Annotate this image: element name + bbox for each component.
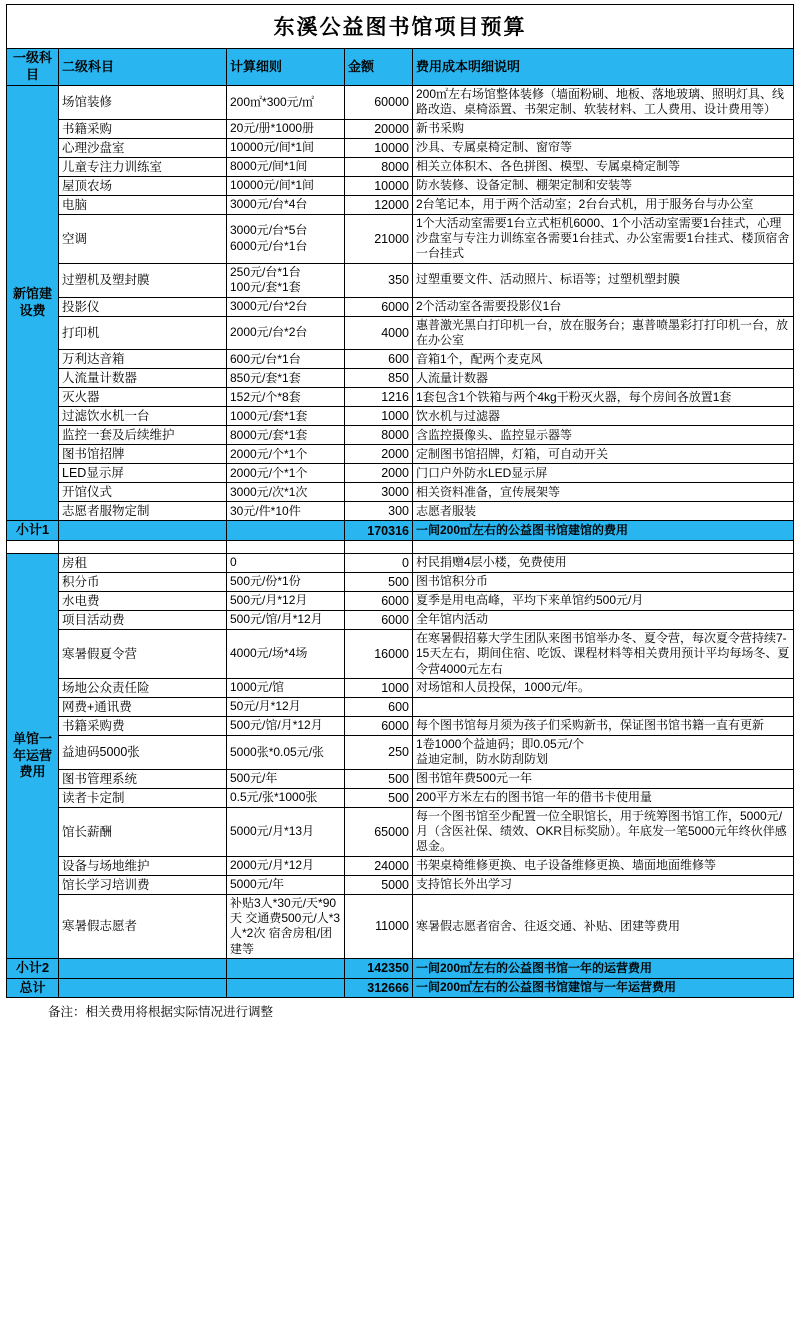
- footer-note: 备注：相关费用将根据实际情况进行调整: [48, 1005, 274, 1020]
- row-name: 投影仪: [59, 297, 227, 316]
- row-name: 设备与场地维护: [59, 856, 227, 875]
- row-name: 馆长薪酬: [59, 807, 227, 856]
- row-amount: 3000: [345, 483, 413, 502]
- row-amount: 1000: [345, 678, 413, 697]
- table-row: [7, 716, 794, 735]
- row-amount: 8000: [345, 426, 413, 445]
- table-header-row: [7, 49, 794, 86]
- row-desc: 过塑重要文件、活动照片、标语等；过塑机塑封膜: [413, 263, 794, 297]
- row-calc: 4000元/场*4场: [227, 629, 345, 678]
- table-row: [7, 807, 794, 856]
- table-row: [7, 195, 794, 214]
- row-desc: 饮水机与过滤器: [413, 407, 794, 426]
- table-row: [7, 610, 794, 629]
- spacer-cell: [345, 540, 413, 553]
- table-row: [7, 629, 794, 678]
- row-name: 打印机: [59, 316, 227, 350]
- row-desc: 含监控摄像头、监控显示器等: [413, 426, 794, 445]
- row-desc: 每一个图书馆至少配置一位全职馆长，用于统筹图书馆工作，5000元/月（含医社保、绩效、OKR目标奖励）。年底发一笔5000元年终伙伴感恩金。: [413, 807, 794, 856]
- row-calc: 500元/年: [227, 769, 345, 788]
- subtotal-amount: 170316: [345, 521, 413, 541]
- table-row: [7, 697, 794, 716]
- table-row: [7, 119, 794, 138]
- page-title: 东溪公益图书馆项目预算: [6, 4, 794, 48]
- row-calc: 152元/个*8套: [227, 388, 345, 407]
- row-amount: 600: [345, 697, 413, 716]
- row-name: 监控一套及后续维护: [59, 426, 227, 445]
- row-name: 场馆装修: [59, 86, 227, 120]
- grand-total-amount: 312666: [345, 978, 413, 998]
- row-calc: 3000元/台*2台: [227, 297, 345, 316]
- row-calc: 500元/月*12月: [227, 591, 345, 610]
- subtotal-label: 小计2: [7, 959, 59, 979]
- row-name: 电脑: [59, 195, 227, 214]
- row-amount: 65000: [345, 807, 413, 856]
- header-cell-calc: 计算细则: [227, 49, 345, 86]
- table-row: [7, 426, 794, 445]
- row-desc: 定制图书馆招牌，灯箱，可自动开关: [413, 445, 794, 464]
- row-calc: 补贴3人*30元/天*90天 交通费500元/人*3人*2次 宿舍房租/团建等: [227, 894, 345, 958]
- table-row: [7, 875, 794, 894]
- row-amount: 0: [345, 553, 413, 572]
- row-desc: 夏季是用电高峰，平均下来单馆约500元/月: [413, 591, 794, 610]
- table-row: [7, 464, 794, 483]
- row-amount: 1000: [345, 407, 413, 426]
- row-desc: 200㎡左右场馆整体装修（墙面粉刷、地板、落地玻璃、照明灯具、线路改造、桌椅添置、书架定制、软装材料、工人费用、设计费用等）: [413, 86, 794, 120]
- grand-total-blank-b: [227, 978, 345, 998]
- row-amount: 24000: [345, 856, 413, 875]
- subtotal-blank-b: [227, 959, 345, 979]
- row-calc: 2000元/个*1个: [227, 464, 345, 483]
- table-row: [7, 86, 794, 120]
- row-amount: 21000: [345, 214, 413, 263]
- row-desc: 寒暑假志愿者宿舍、往返交通、补贴、团建等费用: [413, 894, 794, 958]
- table-row: [7, 388, 794, 407]
- row-name: 图书馆招牌: [59, 445, 227, 464]
- row-amount: 350: [345, 263, 413, 297]
- row-desc: 1卷1000个益迪码；即0.05元/个 益迪定制，防水防刮防划: [413, 735, 794, 769]
- row-amount: 4000: [345, 316, 413, 350]
- row-name: 万利达音箱: [59, 350, 227, 369]
- subtotal-row: [7, 521, 794, 541]
- table-row: [7, 445, 794, 464]
- row-amount: 12000: [345, 195, 413, 214]
- row-calc: 10000元/间*1间: [227, 176, 345, 195]
- subtotal-desc: 一间200㎡左右的公益图书馆建馆的费用: [413, 521, 794, 541]
- row-calc: 10000元/间*1间: [227, 138, 345, 157]
- row-name: 馆长学习培训费: [59, 875, 227, 894]
- spacer-cell: [59, 540, 227, 553]
- row-calc: 0: [227, 553, 345, 572]
- row-calc: 250元/台*1台 100元/套*1套: [227, 263, 345, 297]
- table-row: [7, 369, 794, 388]
- row-desc: 1个大活动室需要1台立式柜机6000、1个小活动室需要1台挂式，心理沙盘室与专注力训练室各需要1台挂式、办公室需要1台挂式、楼顶宿舍一台挂式: [413, 214, 794, 263]
- table-row: [7, 591, 794, 610]
- table-row: [7, 407, 794, 426]
- row-name: 儿童专注力训练室: [59, 157, 227, 176]
- row-name: 人流量计数器: [59, 369, 227, 388]
- spacer-row: [7, 540, 794, 553]
- subtotal-blank-a: [59, 959, 227, 979]
- row-calc: 500元/份*1份: [227, 572, 345, 591]
- row-name: 过滤饮水机一台: [59, 407, 227, 426]
- row-desc: 音箱1个，配两个麦克风: [413, 350, 794, 369]
- row-calc: 600元/台*1台: [227, 350, 345, 369]
- row-amount: 11000: [345, 894, 413, 958]
- row-name: 过塑机及塑封膜: [59, 263, 227, 297]
- row-desc: 惠普激光黑白打印机一台，放在服务台；惠普喷墨彩打打印机一台，放在办公室: [413, 316, 794, 350]
- row-amount: 2000: [345, 445, 413, 464]
- row-desc: 书架桌椅维修更换、电子设备维修更换、墙面地面维修等: [413, 856, 794, 875]
- row-name: LED显示屏: [59, 464, 227, 483]
- row-calc: 500元/馆/月*12月: [227, 610, 345, 629]
- table-row: [7, 502, 794, 521]
- row-amount: 6000: [345, 716, 413, 735]
- row-desc: [413, 697, 794, 716]
- spacer-cell: [227, 540, 345, 553]
- grand-total-blank-a: [59, 978, 227, 998]
- table-row: [7, 297, 794, 316]
- row-name: 项目活动费: [59, 610, 227, 629]
- row-amount: 60000: [345, 86, 413, 120]
- row-calc: 50元/月*12月: [227, 697, 345, 716]
- row-name: 屋顶农场: [59, 176, 227, 195]
- subtotal-blank-b: [227, 521, 345, 541]
- subtotal-blank-a: [59, 521, 227, 541]
- row-calc: 5000元/年: [227, 875, 345, 894]
- header-cell-amount: 金额: [345, 49, 413, 86]
- row-name: 寒暑假夏令营: [59, 629, 227, 678]
- row-name: 灭火器: [59, 388, 227, 407]
- row-calc: 8000元/套*1套: [227, 426, 345, 445]
- table-body: [7, 49, 794, 998]
- row-calc: 3000元/次*1次: [227, 483, 345, 502]
- row-desc: 1套包含1个铁箱与两个4kg干粉灭火器，每个房间各放置1套: [413, 388, 794, 407]
- subtotal-row: [7, 959, 794, 979]
- row-desc: 志愿者服装: [413, 502, 794, 521]
- row-desc: 相关资料准备，宣传展架等: [413, 483, 794, 502]
- table-row: [7, 176, 794, 195]
- spacer-cell: [413, 540, 794, 553]
- row-name: 书籍采购: [59, 119, 227, 138]
- row-amount: 850: [345, 369, 413, 388]
- row-desc: 防水装修、设备定制、棚架定制和安装等: [413, 176, 794, 195]
- row-name: 寒暑假志愿者: [59, 894, 227, 958]
- row-calc: 3000元/台*5台 6000元/台*1台: [227, 214, 345, 263]
- row-name: 读者卡定制: [59, 788, 227, 807]
- group-label-cell: 新馆建设费: [7, 86, 59, 521]
- row-amount: 16000: [345, 629, 413, 678]
- table-row: [7, 769, 794, 788]
- row-desc: 图书馆积分币: [413, 572, 794, 591]
- spacer-cell: [7, 540, 59, 553]
- row-calc: 0.5元/张*1000张: [227, 788, 345, 807]
- row-amount: 600: [345, 350, 413, 369]
- grand-total-label: 总计: [7, 978, 59, 998]
- subtotal-label: 小计1: [7, 521, 59, 541]
- row-desc: 门口户外防水LED显示屏: [413, 464, 794, 483]
- row-calc: 2000元/台*2台: [227, 316, 345, 350]
- row-amount: 6000: [345, 610, 413, 629]
- table-row: [7, 263, 794, 297]
- table-row: [7, 157, 794, 176]
- header-cell-desc: 费用成本明细说明: [413, 49, 794, 86]
- table-row: [7, 856, 794, 875]
- row-amount: 10000: [345, 138, 413, 157]
- row-calc: 5000元/月*13月: [227, 807, 345, 856]
- row-amount: 20000: [345, 119, 413, 138]
- row-calc: 850元/套*1套: [227, 369, 345, 388]
- row-name: 心理沙盘室: [59, 138, 227, 157]
- row-calc: 30元/件*10件: [227, 502, 345, 521]
- row-name: 图书管理系统: [59, 769, 227, 788]
- row-desc: 2台笔记本，用于两个活动室；2台台式机，用于服务台与办公室: [413, 195, 794, 214]
- header-cell-level2: 二级科目: [59, 49, 227, 86]
- group-label-cell: 单馆一年运营费用: [7, 553, 59, 958]
- table-row: [7, 553, 794, 572]
- table-row: [7, 214, 794, 263]
- row-amount: 500: [345, 572, 413, 591]
- subtotal-desc: 一间200㎡左右的公益图书馆一年的运营费用: [413, 959, 794, 979]
- row-amount: 500: [345, 788, 413, 807]
- row-name: 网费+通讯费: [59, 697, 227, 716]
- row-calc: 500元/馆/月*12月: [227, 716, 345, 735]
- table-row: [7, 483, 794, 502]
- table-row: [7, 894, 794, 958]
- row-amount: 8000: [345, 157, 413, 176]
- budget-table: [6, 48, 794, 998]
- row-name: 水电费: [59, 591, 227, 610]
- row-desc: 对场馆和人员投保，1000元/年。: [413, 678, 794, 697]
- row-name: 场地公众责任险: [59, 678, 227, 697]
- row-name: 书籍采购费: [59, 716, 227, 735]
- row-desc: 200平方米左右的图书馆一年的借书卡使用量: [413, 788, 794, 807]
- row-calc: 2000元/个*1个: [227, 445, 345, 464]
- row-amount: 500: [345, 769, 413, 788]
- row-desc: 新书采购: [413, 119, 794, 138]
- row-name: 积分币: [59, 572, 227, 591]
- table-row: [7, 572, 794, 591]
- row-amount: 5000: [345, 875, 413, 894]
- row-desc: 沙具、专属桌椅定制、窗帘等: [413, 138, 794, 157]
- row-desc: 2个活动室各需要投影仪1台: [413, 297, 794, 316]
- row-calc: 5000张*0.05元/张: [227, 735, 345, 769]
- row-calc: 8000元/间*1间: [227, 157, 345, 176]
- table-row: [7, 788, 794, 807]
- row-calc: 200㎡*300元/㎡: [227, 86, 345, 120]
- row-name: 房租: [59, 553, 227, 572]
- row-desc: 每个图书馆每月须为孩子们采购新书，保证图书馆书籍一直有更新: [413, 716, 794, 735]
- row-calc: 1000元/套*1套: [227, 407, 345, 426]
- row-calc: 1000元/馆: [227, 678, 345, 697]
- row-desc: 支持馆长外出学习: [413, 875, 794, 894]
- row-amount: 6000: [345, 297, 413, 316]
- row-name: 志愿者服物定制: [59, 502, 227, 521]
- row-amount: 250: [345, 735, 413, 769]
- row-amount: 300: [345, 502, 413, 521]
- table-row: [7, 735, 794, 769]
- table-row: [7, 350, 794, 369]
- row-desc: 相关立体积木、各色拼图、模型、专属桌椅定制等: [413, 157, 794, 176]
- row-amount: 2000: [345, 464, 413, 483]
- row-amount: 1216: [345, 388, 413, 407]
- row-name: 空调: [59, 214, 227, 263]
- row-desc: 全年馆内活动: [413, 610, 794, 629]
- row-calc: 2000元/月*12月: [227, 856, 345, 875]
- row-calc: 20元/册*1000册: [227, 119, 345, 138]
- row-desc: 图书馆年费500元一年: [413, 769, 794, 788]
- row-name: 益迪码5000张: [59, 735, 227, 769]
- row-desc: 在寒暑假招募大学生团队来图书馆举办冬、夏令营，每次夏令营持续7-15天左右，期间住宿、吃饭、课程材料等相关费用预计平均每场冬、夏令营4000元左右: [413, 629, 794, 678]
- table-row: [7, 678, 794, 697]
- table-row: [7, 316, 794, 350]
- row-desc: 人流量计数器: [413, 369, 794, 388]
- row-amount: 6000: [345, 591, 413, 610]
- table-row: [7, 138, 794, 157]
- subtotal-amount: 142350: [345, 959, 413, 979]
- row-amount: 10000: [345, 176, 413, 195]
- header-cell-level1: 一级科目: [7, 49, 59, 86]
- row-calc: 3000元/台*4台: [227, 195, 345, 214]
- grand-total-desc: 一间200㎡左右的公益图书馆建馆与一年运营费用: [413, 978, 794, 998]
- grand-total-row: [7, 978, 794, 998]
- row-name: 开馆仪式: [59, 483, 227, 502]
- row-desc: 村民捐赠4层小楼，免费使用: [413, 553, 794, 572]
